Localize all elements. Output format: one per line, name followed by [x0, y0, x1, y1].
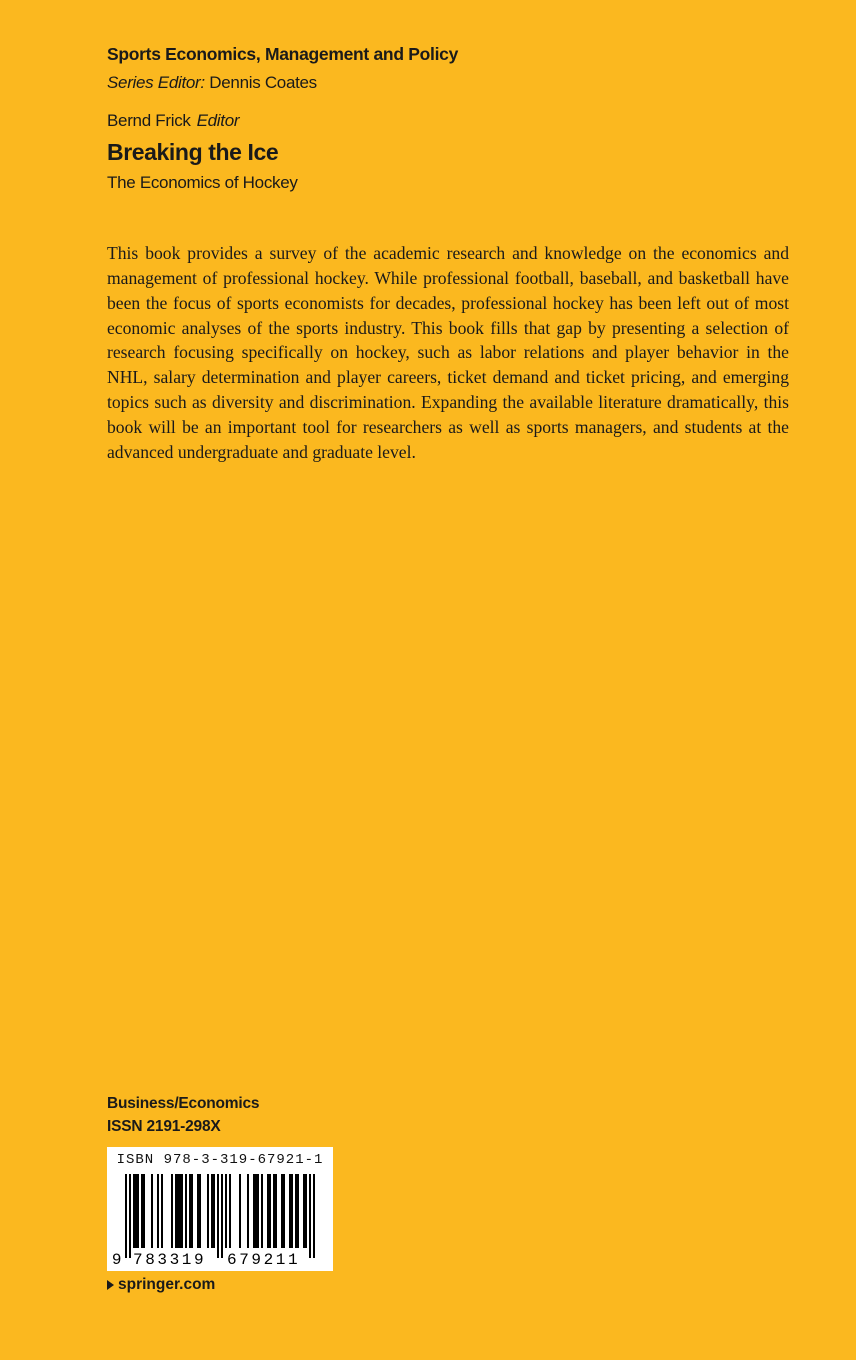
- barcode-guard-bar: [313, 1174, 315, 1258]
- barcode-bar: [199, 1174, 201, 1248]
- barcode-bar: [197, 1174, 199, 1248]
- barcode-guard-bar: [129, 1174, 131, 1258]
- barcode-bar: [295, 1174, 297, 1248]
- barcode-bar: [213, 1174, 215, 1248]
- barcode-bar: [247, 1174, 249, 1248]
- subject-category: Business/Economics: [107, 1095, 260, 1112]
- barcode-bar: [151, 1174, 153, 1248]
- barcode-digit-lead: 9: [111, 1251, 125, 1269]
- series-editor-name: Dennis Coates: [209, 73, 317, 92]
- barcode-bar: [253, 1174, 255, 1248]
- isbn-label: ISBN 978-3-319-67921-1: [116, 1152, 324, 1168]
- barcode-bar: [207, 1174, 209, 1248]
- barcode-bar: [133, 1174, 135, 1248]
- barcode-bar: [175, 1174, 177, 1248]
- barcode-bar: [257, 1174, 259, 1248]
- series-editor: [107, 73, 317, 93]
- barcode-bar: [161, 1174, 163, 1248]
- barcode-guard-bar: [217, 1174, 219, 1258]
- barcode-bar: [181, 1174, 183, 1248]
- publisher-website-link[interactable]: [107, 1276, 215, 1294]
- barcode-bar: [135, 1174, 137, 1248]
- barcode-bar: [289, 1174, 291, 1248]
- book-editor-name: Bernd Frick: [107, 111, 191, 130]
- barcode-bar: [297, 1174, 299, 1248]
- issn-number: ISSN 2191-298X: [107, 1118, 221, 1135]
- barcode-bar: [305, 1174, 307, 1248]
- book-title: Breaking the Ice: [107, 139, 279, 165]
- barcode-bar: [225, 1174, 227, 1248]
- barcode-guard-bar: [125, 1174, 127, 1258]
- barcode-bar: [189, 1174, 191, 1248]
- barcode-bar: [267, 1174, 269, 1248]
- barcode-bar: [291, 1174, 293, 1248]
- barcode-graphic: [107, 1147, 333, 1271]
- barcode-bar: [143, 1174, 145, 1248]
- series-editor-label: Series Editor:: [107, 73, 205, 92]
- barcode-bar: [137, 1174, 139, 1248]
- barcode-bar: [303, 1174, 305, 1248]
- barcode-bar: [191, 1174, 193, 1248]
- barcode-bar: [283, 1174, 285, 1248]
- barcode-digits-right: 679211: [227, 1251, 301, 1269]
- barcode-bar: [211, 1174, 213, 1248]
- barcode-bar: [229, 1174, 231, 1248]
- barcode-bar: [281, 1174, 283, 1248]
- book-editor-role: Editor: [196, 111, 240, 130]
- barcode-bar: [239, 1174, 241, 1248]
- barcode-bar: [157, 1174, 159, 1248]
- barcode-bar: [171, 1174, 173, 1248]
- arrow-right-icon: [107, 1280, 114, 1290]
- barcode-bar: [177, 1174, 179, 1248]
- barcode-digits-left: 783319: [133, 1251, 207, 1269]
- barcode-bar: [261, 1174, 263, 1248]
- barcode-bar: [273, 1174, 275, 1248]
- barcode-bar: [179, 1174, 181, 1248]
- isbn-barcode: [107, 1147, 333, 1271]
- book-editor: [107, 111, 239, 131]
- barcode-bar: [275, 1174, 277, 1248]
- publisher-website-text: springer.com: [118, 1276, 216, 1293]
- barcode-bar: [185, 1174, 187, 1248]
- series-title: Sports Economics, Management and Policy: [107, 44, 459, 64]
- barcode-bar: [141, 1174, 143, 1248]
- barcode-bar: [255, 1174, 257, 1248]
- barcode-guard-bar: [221, 1174, 223, 1258]
- book-subtitle: The Economics of Hockey: [107, 173, 298, 192]
- barcode-guard-bar: [309, 1174, 311, 1258]
- barcode-bar: [269, 1174, 271, 1248]
- book-description: This book provides a survey of the academic research and knowledge on the economics and management of professional hockey. While professional football, baseball, and basketball have been the focus of sports economists for decades, professional hockey has been left out of most economic analyses of the sports industry. This book fills that gap by presenting a selection of research focusing specifically on hockey, such as labor relations and player behavior in the NHL, salary determination and player careers, ticket demand and ticket pricing, and emerging topics such as diversity and discrimination. Expanding the available literature dramatically, this book will be an important tool for researchers as well as sports managers, and students at the advanced undergraduate and graduate level.: [107, 243, 789, 462]
